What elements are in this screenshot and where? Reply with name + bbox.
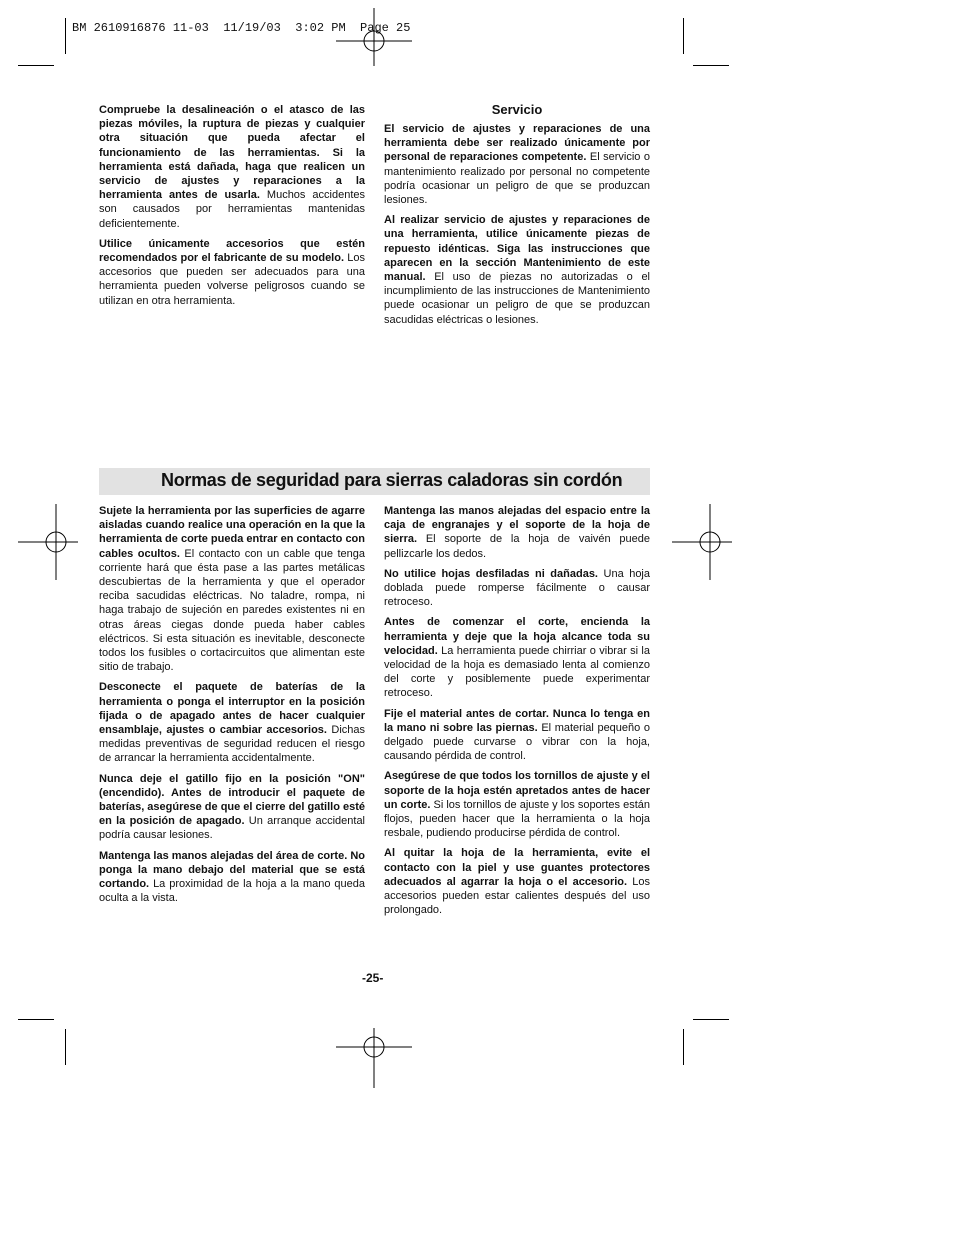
registration-mark-top bbox=[336, 0, 412, 66]
paragraph-lead: Compruebe la desalineación o el atasco de las piezas móviles, la ruptura de piezas y cualquier otra situación que pueda afectar el funcionamiento de las herramientas. Si la herramienta está dañada, haga que realicen un servicio de ajustes y reparaciones a la herramienta antes de usarla. bbox=[99, 104, 365, 202]
paragraph-lead: Al realizar servicio de ajustes y reparaciones de una herramienta, utilice únicamente piezas de repuesto idénticas. Siga las instrucciones que aparecen en la sección Mantenimiento de este manual. bbox=[384, 214, 650, 284]
right-column-bottom bbox=[384, 504, 650, 923]
paragraph-lead: Mantenga las manos alejadas del área de corte. No ponga la mano debajo del material que se está cortando. bbox=[99, 849, 365, 891]
paragraph-body: Los accesorios pueden estar calientes después del uso prolongado. bbox=[384, 875, 650, 917]
paragraph bbox=[384, 615, 650, 700]
paragraph-body: La proximidad de la hoja a la mano queda oculta a la vista. bbox=[99, 878, 365, 905]
paragraph-body: El contacto con un cable que tenga corriente hará que ésta pase a las partes metálicas descubiertas de la herramienta y que el operador reciba sacudidas eléctricas. No taladre, rompa, ni haga trabajo de sujeción en paredes existentes ni en otras áreas ciegas donde pueda haber cables eléctricos. Si esta situación es inevitable, desconecte todos los fusibles o cortacircuitos que alimentan este sitio de trabajo. bbox=[99, 547, 365, 674]
paragraph bbox=[99, 772, 365, 843]
paragraph bbox=[384, 122, 650, 207]
paragraph-body: El soporte de la hoja de vaivén puede pellizcarle los dedos. bbox=[384, 533, 650, 560]
paragraph bbox=[99, 237, 365, 308]
registration-mark-bottom bbox=[336, 1028, 412, 1092]
paragraph-lead: Al quitar la hoja de la herramienta, evite el contacto con la piel y use guantes protectores adecuados al agarrar la hoja o el accesorio. bbox=[384, 847, 650, 888]
right-column-top bbox=[384, 102, 650, 333]
section-heading-servicio: Servicio bbox=[491, 102, 543, 117]
paragraph-body: El servicio o mantenimiento realizado por personal no competente podría ocasionar un peligro de que se produzcan lesiones. bbox=[384, 151, 650, 207]
paragraph bbox=[384, 707, 650, 764]
paragraph-lead: Sujete la herramienta por las superficies de agarre aisladas cuando realice una operación en la que la herramienta de corte pueda entrar en contacto con cables ocultos. bbox=[99, 505, 365, 560]
left-column-top bbox=[99, 103, 365, 314]
paragraph-lead: Mantenga las manos alejadas del espacio entre la caja de engranajes y el soporte de la hoja de sierra. bbox=[384, 505, 650, 546]
paragraph bbox=[384, 846, 650, 917]
print-slug: BM 2610916876 11-03 11/19/03 3:02 PM Page 25 bbox=[72, 21, 411, 35]
paragraph-body: Una hoja doblada puede romperse fácilmente o causar retroceso. bbox=[384, 567, 650, 609]
paragraph bbox=[99, 849, 365, 906]
paragraph bbox=[384, 213, 650, 327]
page-number: -25- bbox=[362, 971, 384, 985]
paragraph-body: Si los tornillos de ajuste y los soportes están flojos, pueden hacer que la herramienta o la hoja resbale, pudiendo producirse pérdida de control. bbox=[384, 798, 650, 840]
paragraph-lead: Fije el material antes de cortar. Nunca lo tenga en la mano ni sobre las piernas. bbox=[384, 707, 650, 734]
paragraph-lead: Nunca deje el gatillo fijo en la posición "ON" (encendido). Antes de introducir el paquete de baterías, asegúrese de que el cierre del gatillo esté en la posición de apagado. bbox=[99, 772, 365, 828]
paragraph bbox=[99, 680, 365, 765]
paragraph bbox=[384, 504, 650, 561]
paragraph bbox=[99, 504, 365, 674]
paragraph-lead: No utilice hojas desfiladas ni dañadas. bbox=[384, 567, 598, 580]
paragraph-lead: Utilice únicamente accesorios que estén recomendados por el fabricante de su modelo. bbox=[99, 237, 365, 265]
paragraph-body: Los accesorios que pueden ser adecuados para una herramienta pueden volverse peligrosos cuando se utilizan en otra herramienta. bbox=[99, 252, 365, 307]
section-title: Normas de seguridad para sierras caladoras sin cordón bbox=[161, 470, 623, 490]
paragraph-body: El material pequeño o delgado puede curvarse o vibrar con la hoja, causando pérdida de control. bbox=[384, 721, 650, 763]
paragraph-lead: Antes de comenzar el corte, encienda la herramienta y deje que la hoja alcance toda su velocidad. bbox=[384, 616, 650, 657]
paragraph-body: El uso de piezas no autorizadas o el incumplimiento de las instrucciones de Mantenimiento puede ocasionar un peligro de que se produzcan sacudidas eléctricas o lesiones. bbox=[384, 271, 650, 326]
paragraph-body: Dichas medidas preventivas de seguridad reducen el riesgo de arrancar la herramienta accidentalmente. bbox=[99, 724, 365, 765]
paragraph-lead: El servicio de ajustes y reparaciones de una herramienta debe ser realizado únicamente por personal de reparaciones competente. bbox=[384, 123, 650, 164]
paragraph-body: La herramienta puede chirriar o vibrar si la velocidad de la hoja es demasiado lenta al comienzo del corte y posiblemente puede experimentar retroceso. bbox=[384, 644, 650, 700]
paragraph-body: Un arranque accidental podría causar lesiones. bbox=[99, 815, 365, 842]
registration-mark-right bbox=[672, 504, 732, 580]
registration-mark-left bbox=[18, 504, 78, 580]
paragraph-lead: Desconecte el paquete de baterías de la herramienta o ponga el interruptor en la posición fijada o de apagado antes de hacer cualquier ensamblaje, ajustes o cambiar accesorios. bbox=[99, 681, 365, 737]
paragraph-lead: Asegúrese de que todos los tornillos de ajuste y el soporte de la hoja estén apretados antes de hacer un corte. bbox=[384, 770, 650, 811]
left-column-bottom bbox=[99, 504, 365, 911]
section-banner bbox=[99, 468, 650, 495]
paragraph bbox=[99, 103, 365, 231]
paragraph bbox=[384, 769, 650, 840]
paragraph-body: Muchos accidentes son causados por herramientas mantenidas deficientemente. bbox=[99, 189, 365, 230]
paragraph bbox=[384, 567, 650, 610]
